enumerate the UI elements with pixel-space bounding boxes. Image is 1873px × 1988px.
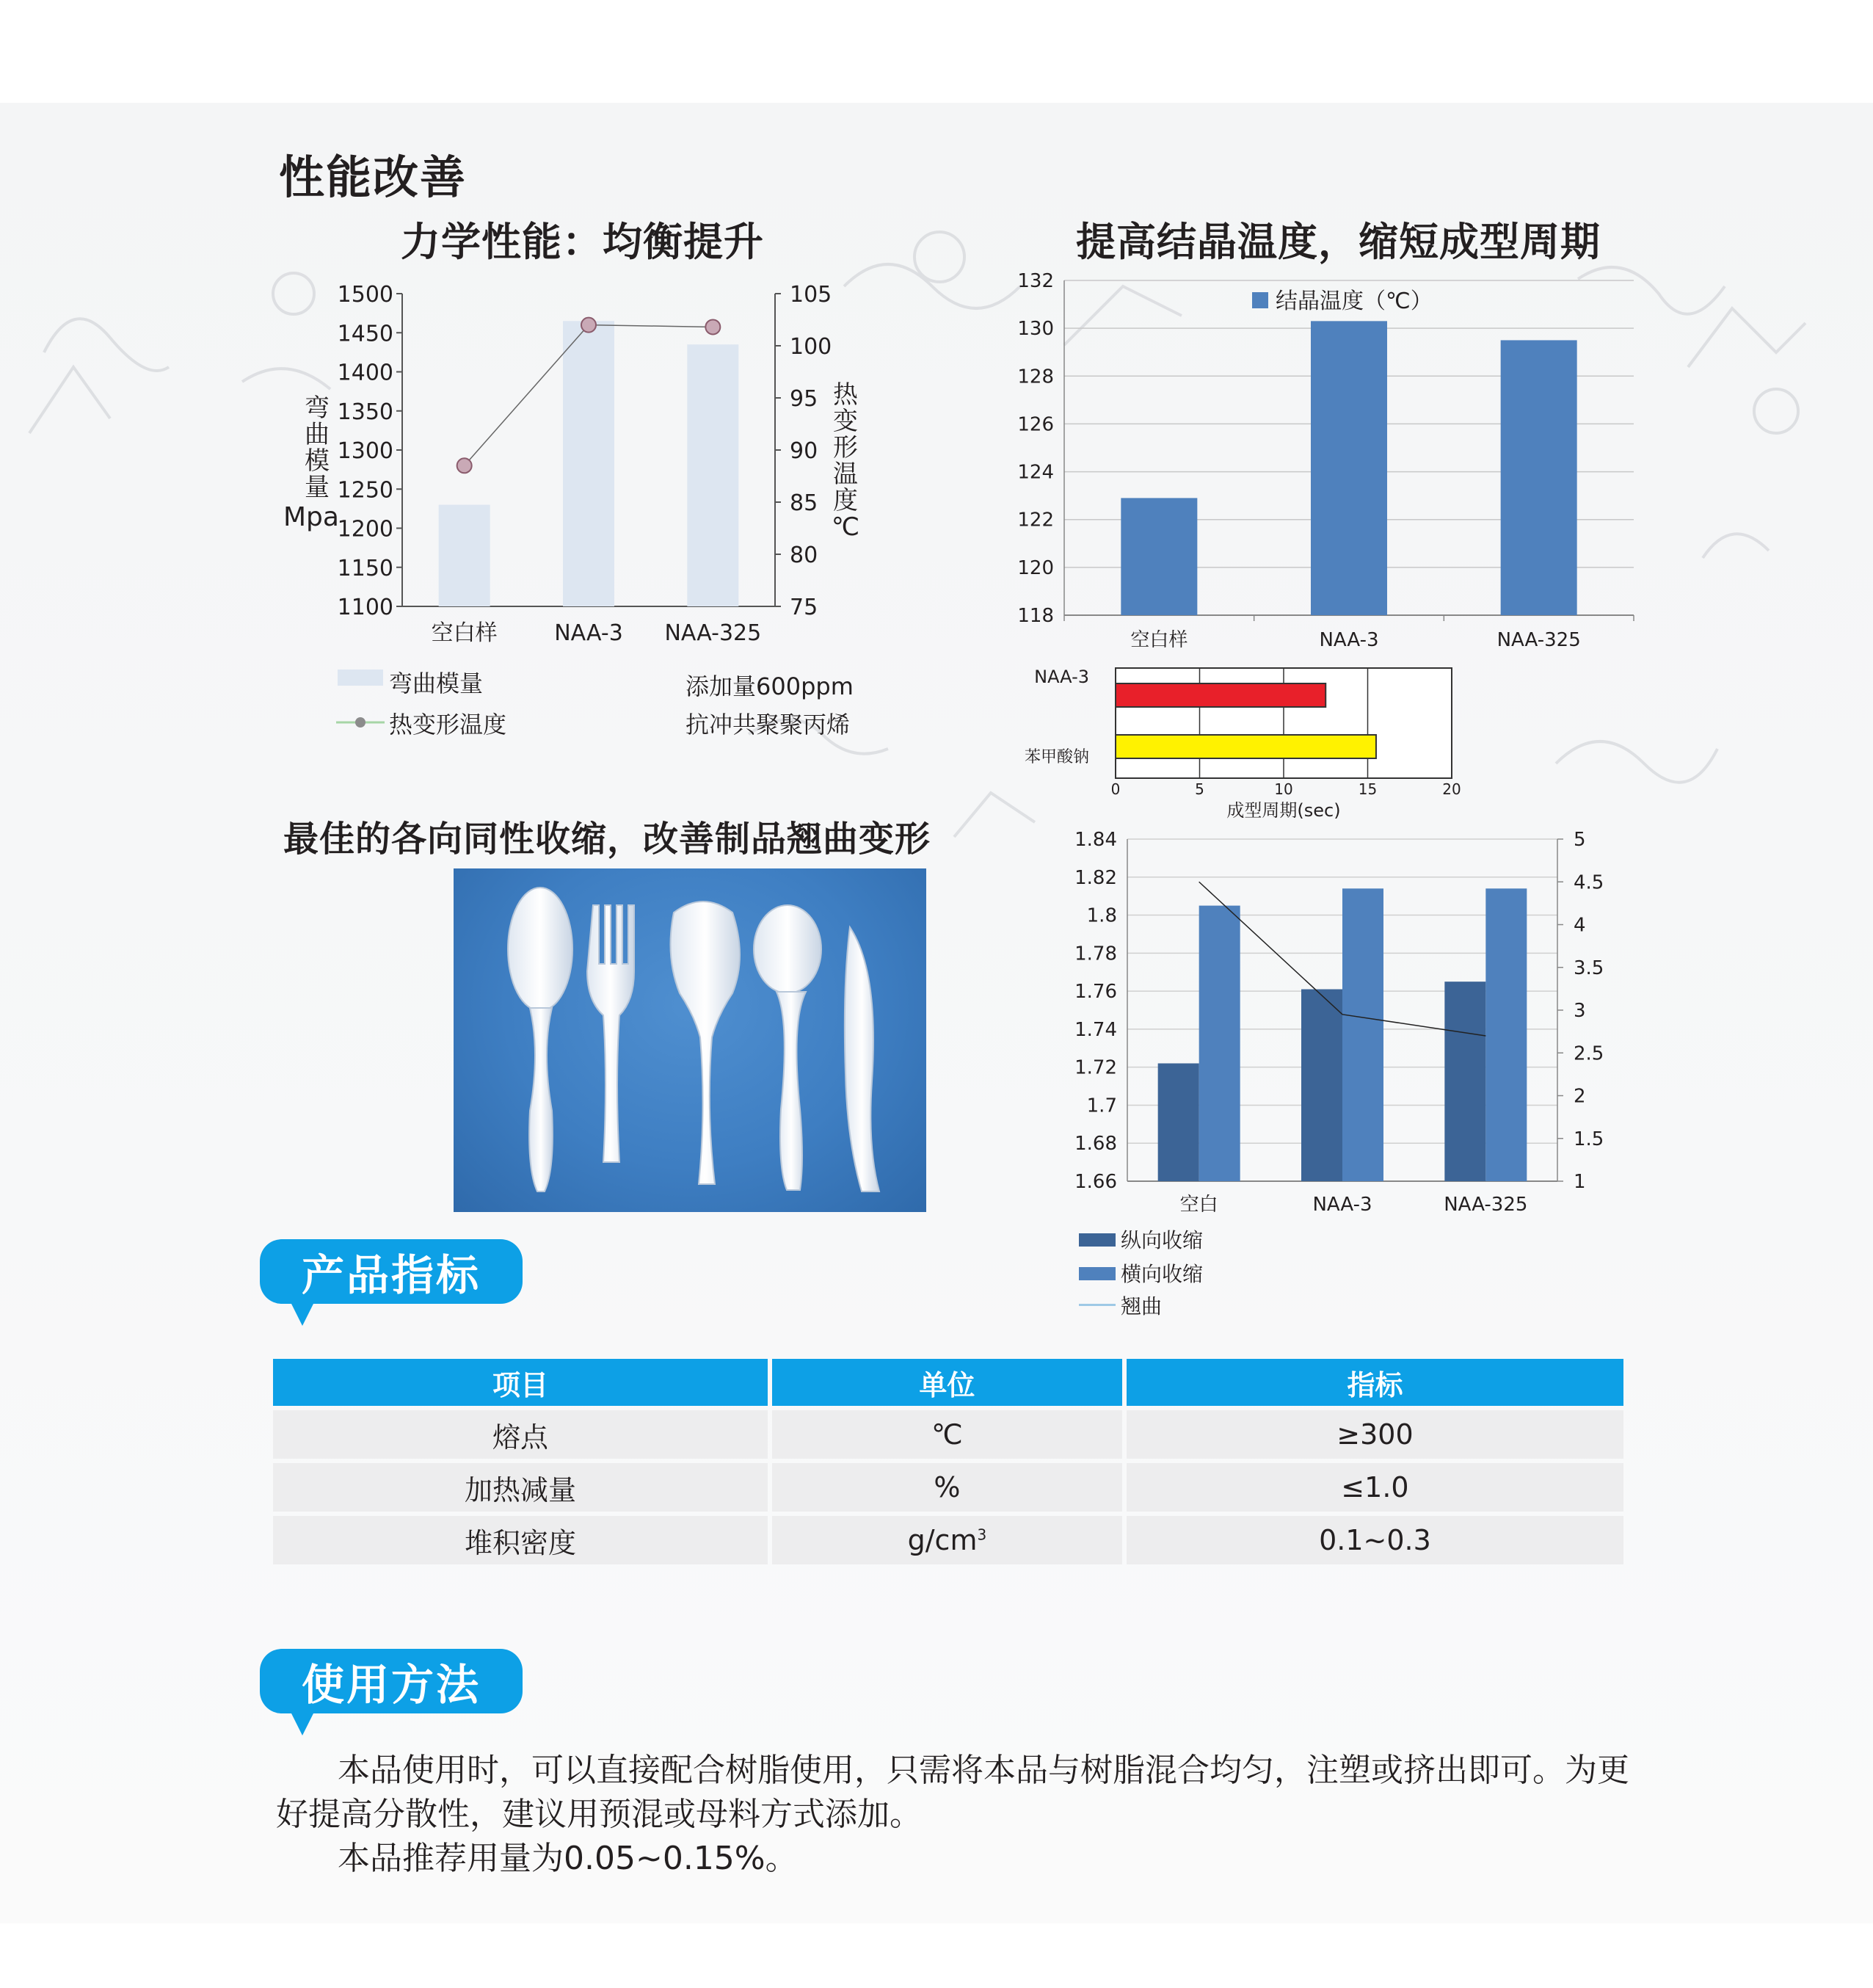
left-axis-char: 曲 [305,420,330,449]
x-tick-label: 空白样 [1130,629,1188,651]
y-tick-label: 1.78 [1074,943,1117,965]
legend-longitudinal: 纵向收缩 [1121,1228,1204,1252]
shrink-heading: 最佳的各向同性收缩，改善制品翘曲变形 [283,819,931,860]
bar-longitudinal-shrink [1301,990,1342,1181]
x-tick-label: 10 [1274,780,1293,798]
y-category-label: 苯甲酸钠 [1024,748,1089,766]
point-hdt [581,318,596,333]
usage-paragraph-dosage: 本品推荐用量为0.05~0.15%。 [338,1840,798,1877]
y2-tick-label: 90 [790,438,818,464]
legend-swatch-hdt [335,714,386,731]
cell-item: 熔点 [273,1410,768,1459]
cutlery-illustration [454,868,926,1212]
y2-tick-label: 80 [790,543,818,568]
cutlery-photo [454,868,926,1212]
mech-note-dosage: 添加量600ppm [685,672,854,700]
cell-item: 加热减量 [273,1463,768,1512]
y-tick-label: 128 [1017,366,1054,388]
y-tick-label: 1.72 [1074,1056,1117,1079]
y2-tick-label: 1 [1574,1171,1586,1193]
mech-left-axis-unit: Mpa [283,502,339,532]
y-category-label: NAA-3 [1034,667,1089,687]
cell-value: 0.1~0.3 [1127,1516,1623,1564]
bar-transverse-shrink [1485,888,1527,1181]
point-hdt [705,319,720,334]
legend-swatch-flexural [338,670,383,686]
y2-tick-label: 105 [790,282,832,308]
point-hdt [457,458,472,473]
bar-flexural-modulus [563,321,614,606]
y-tick-label: 1.66 [1074,1171,1117,1193]
cell-unit: ℃ [772,1410,1122,1459]
y2-tick-label: 4.5 [1574,871,1604,894]
y-tick-label: 1350 [337,399,393,425]
mech-note-resin: 抗冲共聚聚丙烯 [685,711,851,739]
y2-tick-label: 1.5 [1574,1128,1604,1150]
y2-tick-label: 2.5 [1574,1042,1604,1065]
legend-hdt: 热变形温度 [389,711,507,739]
y2-tick-label: 100 [790,334,832,360]
right-axis-char: ℃ [831,512,860,542]
table-row [273,1410,1623,1459]
shrink-chart [1064,826,1622,1237]
y-tick-label: 1100 [337,595,393,620]
x-tick-label: 空白 [1179,1194,1218,1216]
bar-crystallization-temp [1121,498,1197,615]
right-axis-char: 度 [833,486,858,515]
x-tick-label: 20 [1442,780,1461,798]
y-tick-label: 1300 [337,438,393,464]
x-tick-label: 15 [1358,780,1378,798]
left-axis-char: 弯 [305,393,330,423]
bar-cycle-time [1116,683,1325,707]
cell-unit [772,1516,1122,1564]
y-tick-label: 1200 [337,516,393,543]
y2-tick-label: 85 [790,490,818,516]
table-row [273,1463,1623,1512]
legend-cryst: 结晶温度（℃） [1276,289,1433,314]
y-tick-label: 118 [1017,605,1054,627]
x-tick-label: NAA-325 [1496,629,1581,651]
legend-swatch-longitudinal [1079,1233,1116,1247]
y-tick-label: 1500 [337,282,393,308]
bar-longitudinal-shrink [1158,1063,1199,1181]
y-tick-label: 1.82 [1074,866,1117,889]
x-tick-label: NAA-3 [554,620,623,646]
x-tick-label: NAA-325 [664,620,762,646]
y-tick-label: 1.8 [1086,904,1117,927]
cryst-chart-heading: 提高结晶温度，缩短成型周期 [1076,219,1601,265]
y-tick-label: 1150 [337,555,393,581]
table-header-row [273,1359,1623,1406]
y-tick-label: 130 [1017,318,1054,341]
x-tick-label: 5 [1195,780,1204,798]
cycle-chart [1005,661,1475,822]
right-axis-char: 形 [833,433,858,462]
y-tick-label: 1250 [337,477,393,504]
legend-swatch-cryst [1252,292,1268,308]
y2-tick-label: 3.5 [1574,957,1604,979]
left-axis-char: 量 [305,473,330,502]
y-tick-label: 124 [1017,461,1054,484]
cell-value: ≥300 [1127,1410,1623,1459]
legend-swatch-transverse [1079,1267,1116,1280]
legend-flexural: 弯曲模量 [389,670,484,697]
page-title: 性能改善 [279,150,468,204]
x-tick-label: NAA-3 [1319,629,1379,651]
y-tick-label: 1.84 [1074,829,1117,851]
bar-transverse-shrink [1199,906,1240,1181]
y-tick-label: 120 [1017,556,1054,579]
mech-left-axis-label [302,395,332,501]
y-tick-label: 1.7 [1086,1095,1117,1117]
x-tick-label: NAA-3 [1312,1194,1372,1216]
y-tick-label: 122 [1017,509,1054,532]
y-tick-label: 1450 [337,321,393,347]
y2-tick-label: 4 [1574,914,1586,937]
y-tick-label: 1.74 [1074,1018,1117,1041]
bar-crystallization-temp [1311,321,1387,615]
bar-transverse-shrink [1342,888,1383,1181]
cell-item: 堆积密度 [273,1516,768,1564]
product-spec-tag: 产品指标 [260,1239,523,1304]
usage-paragraph-line1: 本品使用时，可以直接配合树脂使用，只需将本品与树脂混合均匀，注塑或挤出即可。为更 [338,1752,1629,1789]
y-tick-label: 1.68 [1074,1133,1117,1156]
y-tick-label: 1.76 [1074,981,1117,1004]
y2-tick-label: 2 [1574,1085,1586,1108]
x-tick-label: 0 [1110,780,1121,798]
right-axis-char: 变 [833,407,858,436]
usage-paragraph-line2: 好提高分散性，建议用预混或母料方式添加。 [276,1796,922,1833]
bar-flexural-modulus [439,505,490,606]
y-tick-label: 132 [1017,270,1054,292]
col-header-item: 项目 [273,1359,768,1406]
x-axis-title: 成型周期(sec) [1226,800,1341,821]
cryst-chart [1005,264,1644,661]
density-unit: g/cm [907,1524,978,1556]
left-axis-char: 模 [305,446,330,476]
bar-flexural-modulus [687,344,738,606]
y2-tick-label: 5 [1574,829,1586,851]
bar-crystallization-temp [1501,340,1577,615]
x-tick-label: 空白样 [431,620,498,646]
bar-cycle-time [1116,735,1376,758]
cell-value: ≤1.0 [1127,1463,1623,1512]
y2-tick-label: 75 [790,595,818,620]
legend-swatch-warpage [1079,1304,1116,1306]
col-header-index: 指标 [1127,1359,1623,1406]
y2-tick-label: 3 [1574,1000,1586,1022]
density-unit-sup: 3 [977,1526,987,1544]
bar-longitudinal-shrink [1444,982,1485,1181]
mech-right-axis-label [831,382,860,540]
mech-chart-heading: 力学性能：均衡提升 [401,219,764,265]
table-row [273,1516,1623,1564]
cell-unit: % [772,1463,1122,1512]
usage-tag: 使用方法 [260,1649,523,1713]
y-tick-label: 1400 [337,360,393,386]
right-axis-char: 温 [833,460,858,489]
y-tick-label: 126 [1017,413,1054,436]
col-header-unit: 单位 [772,1359,1122,1406]
x-tick-label: NAA-325 [1444,1194,1528,1216]
right-axis-char: 热 [833,380,858,410]
legend-transverse: 横向收缩 [1121,1262,1204,1286]
legend-warpage: 翘曲 [1121,1294,1163,1318]
y2-tick-label: 95 [790,386,818,412]
product-spec-table [269,1354,1628,1569]
